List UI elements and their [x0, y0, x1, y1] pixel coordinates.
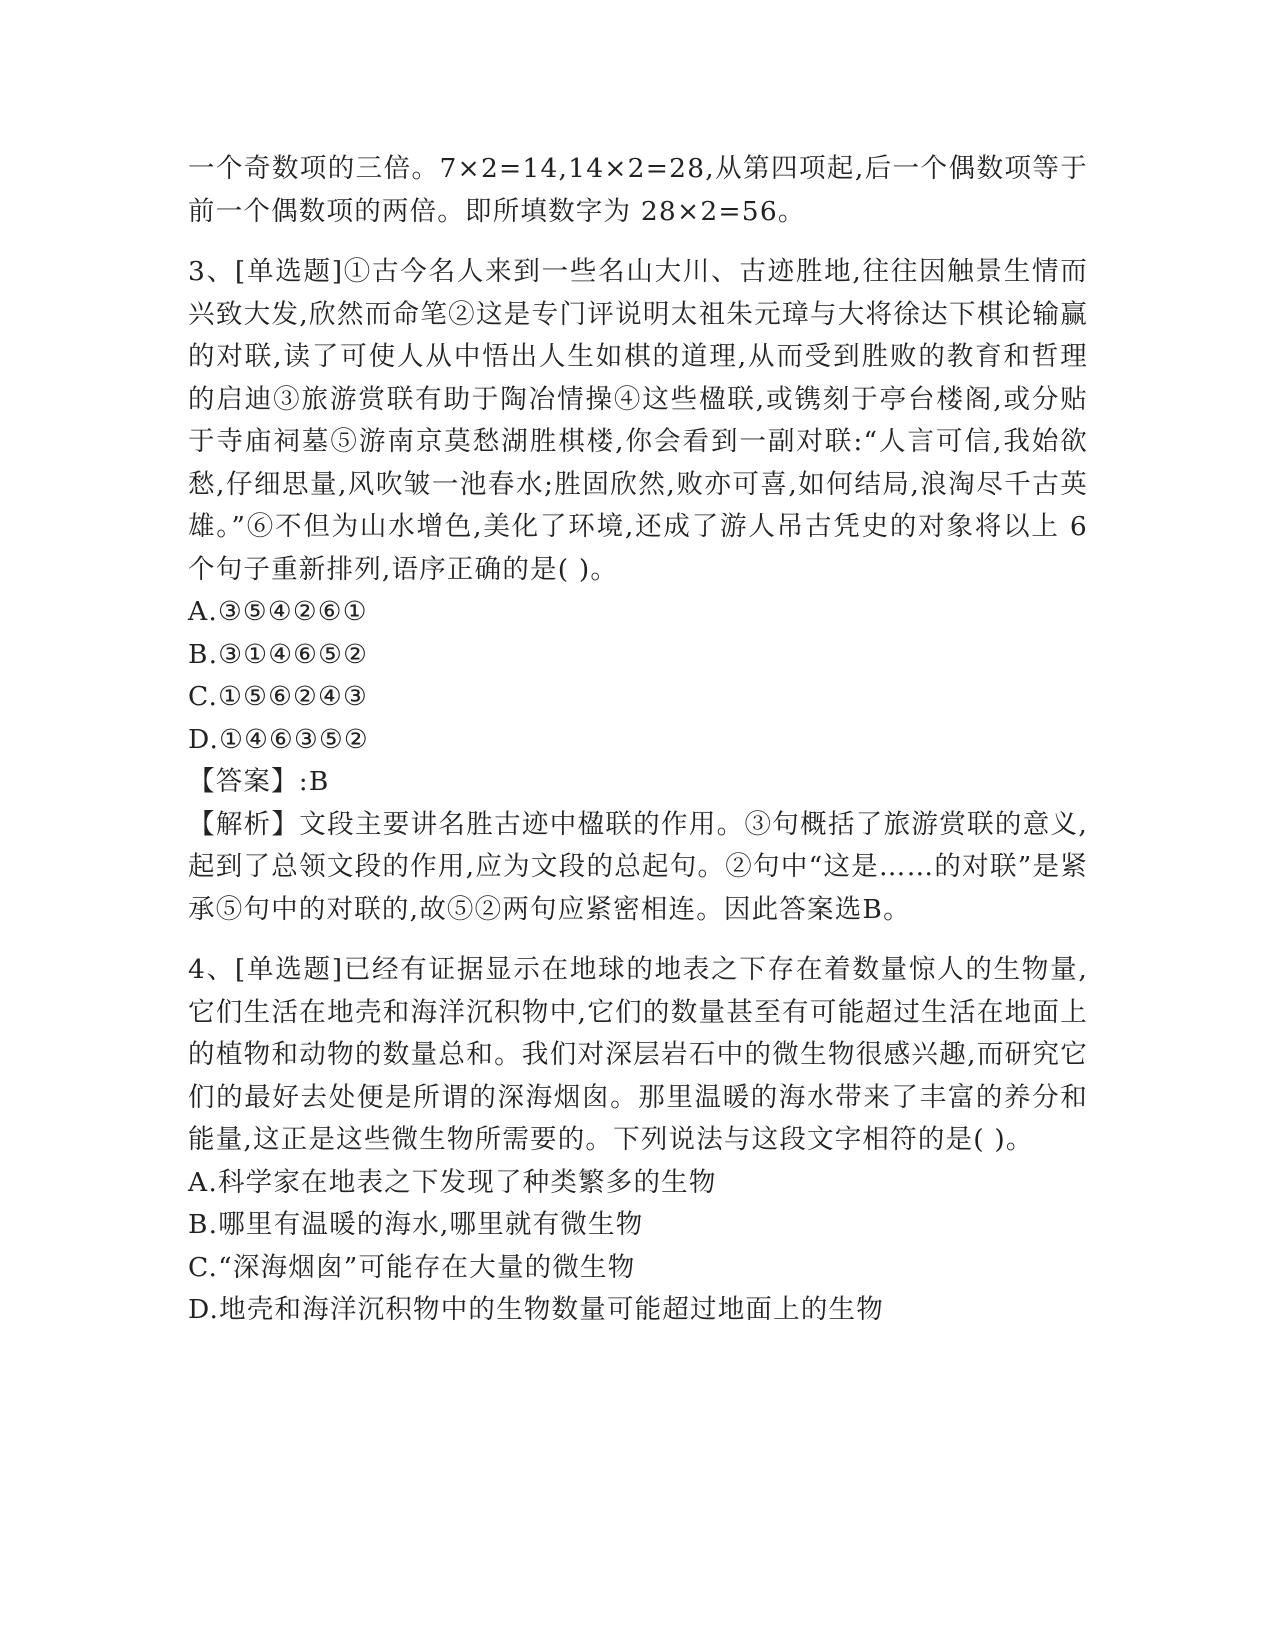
question-3-option-d: D.①④⑥③⑤②	[188, 723, 369, 755]
paragraph-gap	[188, 931, 1088, 949]
document-content	[188, 148, 1088, 1332]
question-4-option-c: C.“深海烟囱”可能存在大量的微生物	[188, 1251, 636, 1283]
question-3-analysis: 【解析】文段主要讲名胜古迹中楹联的作用。③句概括了旅游赏联的意义,起到了总领文段的作用,应为文段的总起句。②句中“这是……的对联”是紧承⑤句中的对联的,故⑤②两句应紧密相连。因此答案选B。	[188, 808, 1088, 925]
question-4-option-d: D.地壳和海洋沉积物中的生物数量可能超过地面上的生物	[188, 1294, 884, 1325]
question-3-stem: 3、[单选题]①古今名人来到一些名山大川、古迹胜地,往往因触景生情而兴致大发,欣然而命笔②这是专门评说明太祖朱元璋与大将徐达下棋论输赢的对联,读了可使人从中悟出人生如棋的道理,从而受到胜败的教育和哲理的启迪③旅游赏联有助于陶冶情操④这些楹联,或镌刻于亭台楼阁,或分贴于寺庙祠墓⑤游南京莫愁湖胜棋楼,你会看到一副对联:“人言可信,我始欲愁,仔细思量,风吹皱一池春水;胜固欣然,败亦可喜,如何结局,浪淘尽千古英雄。”⑥不但为山水增色,美化了环境,还成了游人吊古凭史的对象将以上 6 个句子重新排列,语序正确的是( )。	[188, 256, 1088, 585]
question-3-option-b: B.③①④⑥⑤②	[188, 638, 369, 670]
paragraph-gap	[188, 233, 1088, 251]
question-4-option-a: A.科学家在地表之下发现了种类繁多的生物	[188, 1166, 717, 1198]
question-4	[188, 949, 1088, 1332]
question-3-answer: 【答案】:B	[188, 766, 330, 797]
question-4-option-b: B.哪里有温暖的海水,哪里就有微生物	[188, 1209, 644, 1240]
question-3	[188, 251, 1088, 931]
question-4-stem: 4、[单选题]已经有证据显示在地球的地表之下存在着数量惊人的生物量,它们生活在地壳和海洋沉积物中,它们的数量甚至有可能超过生活在地面上的植物和动物的数量总和。我们对深层岩石中的微生物很感兴趣,而研究它们的最好去处便是所谓的深海烟囱。那里温暖的海水带来了丰富的养分和能量,这正是这些微生物所需要的。下列说法与这段文字相符的是( )。	[188, 954, 1088, 1155]
question-3-option-c: C.①⑤⑥②④③	[188, 681, 368, 712]
question-3-option-a: A.③⑤④②⑥①	[188, 596, 368, 627]
intro-paragraph: 一个奇数项的三倍。7×2=14,14×2=28,从第四项起,后一个偶数项等于前一个偶数项的两倍。即所填数字为 28×2=56。	[188, 153, 1088, 227]
